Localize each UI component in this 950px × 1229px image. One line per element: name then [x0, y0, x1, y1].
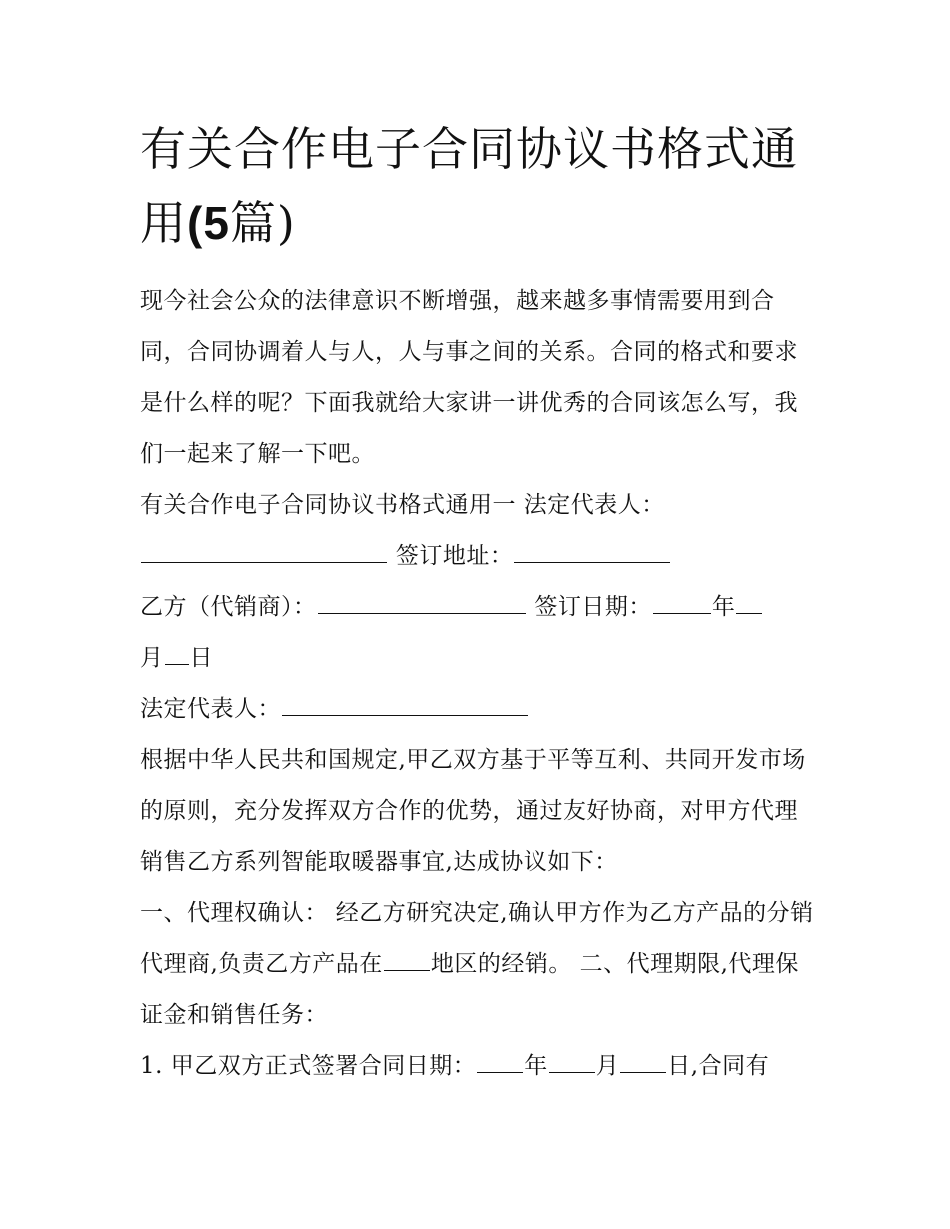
item-one-line	[140, 1041, 820, 1092]
contract-heading-line: 有关合作电子合同协议书格式通用一 法定代表人：	[140, 492, 665, 518]
region-blank	[384, 948, 430, 971]
legal-rep-b-blank	[282, 693, 528, 716]
sign-date-label: 签订日期：	[534, 594, 652, 620]
sign-day-blank	[165, 642, 189, 665]
title-count: 5	[203, 197, 230, 249]
item-month-blank	[549, 1050, 595, 1073]
title-suffix: 篇)	[229, 196, 296, 250]
legal-rep-line	[140, 684, 820, 735]
item-day-label: 日,合同有	[667, 1053, 770, 1079]
legal-rep-label: 法定代表人：	[140, 696, 281, 722]
sign-day-label: 日	[189, 645, 213, 671]
item-day-blank	[620, 1050, 666, 1073]
sign-address-label: 签订地址：	[395, 543, 514, 569]
sign-month-blank	[736, 591, 762, 614]
title-paren-open: (	[187, 197, 204, 249]
clause-one-text-b: 地区的经销。 二、代理期限,代理保证金和销售任务：	[140, 951, 799, 1028]
intro-paragraph: 现今社会公众的法律意识不断增强，越来越多事情需要用到合同，合同协调着人与人，人与事之间的关系。合同的格式和要求是什么样的呢？下面我就给大家讲一讲优秀的合同该怎么写，我们一起来了解一下吧。	[140, 288, 798, 467]
party-b-line	[140, 582, 820, 684]
party-b-label: 乙方（代销商）：	[140, 594, 317, 620]
legal-rep-blank	[141, 540, 387, 563]
basis-paragraph: 根据中华人民共和国规定,甲乙双方基于平等互利、共同开发市场的原则，充分发挥双方合作的优势，通过友好协商，对甲方代理销售乙方系列智能取暖器事宜,达成协议如下：	[140, 747, 806, 875]
item-year-label: 年	[524, 1053, 548, 1079]
document-body	[140, 276, 820, 1092]
sign-month-label: 月	[140, 645, 164, 671]
item-one-prefix: 1. 甲乙双方正式签署合同日期：	[140, 1053, 477, 1079]
item-month-label: 月	[595, 1053, 620, 1079]
party-b-blank	[318, 591, 526, 614]
sign-address-blank	[514, 540, 670, 563]
clause-one-paragraph	[140, 888, 820, 1041]
clause-one-text-a: 一、代理权确认： 经乙方研究决定,确认甲方作为乙方产品的分销代理商,负责乙方产品在	[140, 900, 814, 977]
sign-address-line	[140, 531, 820, 582]
sign-year-label: 年	[711, 594, 736, 620]
item-year-blank	[477, 1050, 523, 1073]
document-title	[140, 112, 820, 260]
sign-year-blank	[653, 591, 711, 614]
title-text: 有关合作电子合同协议书格式通用	[140, 122, 798, 250]
